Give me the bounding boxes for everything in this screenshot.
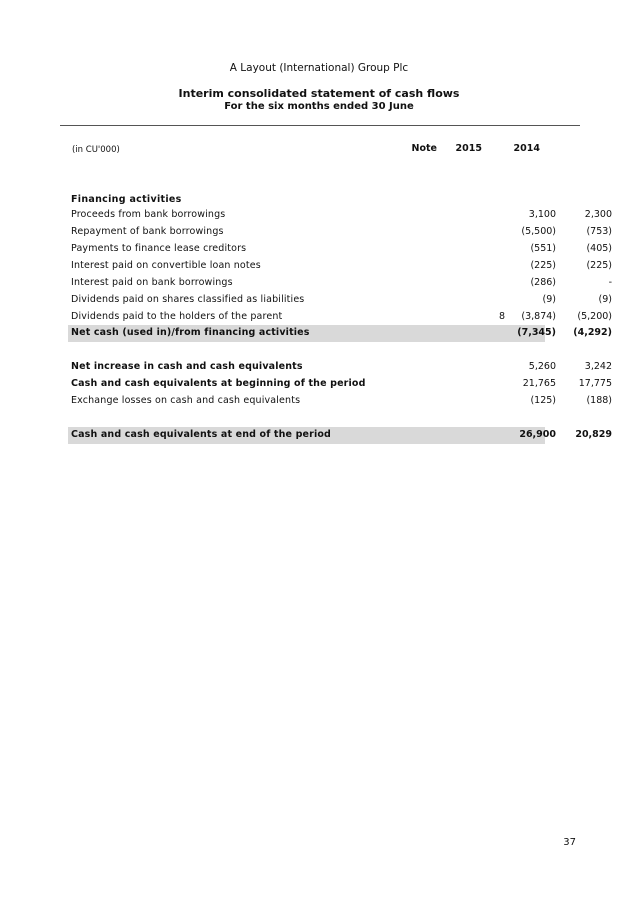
page-number: 37 <box>563 837 576 848</box>
table-row <box>68 241 612 258</box>
row-label: Proceeds from bank borrowings <box>71 209 226 220</box>
statement-title: Interim consolidated statement of cash flows <box>178 87 460 100</box>
table-row <box>68 207 612 224</box>
value-2015: (551) <box>530 243 556 254</box>
row-label: Net cash (used in)/from financing activities <box>71 327 310 338</box>
unit-label: (in CU'000) <box>72 145 120 155</box>
row-note: 8 <box>498 311 505 322</box>
value-2015: (225) <box>530 260 556 271</box>
value-2015: 21,765 <box>522 378 556 389</box>
table-row <box>68 393 612 410</box>
value-2014: 20,829 <box>575 429 612 440</box>
table-row <box>68 359 612 376</box>
value-2015: (7,345) <box>517 327 556 338</box>
row-label: Dividends paid on shares classified as liabilities <box>71 294 305 305</box>
value-2014: 2,300 <box>584 209 612 220</box>
value-2014: (405) <box>586 243 612 254</box>
table-row <box>68 224 612 241</box>
value-2015: 5,260 <box>528 361 556 372</box>
value-2015: (125) <box>530 395 556 406</box>
year-2014-header: 2014 <box>513 143 540 154</box>
header-rule <box>60 125 580 126</box>
company-name: A Layout (International) Group Plc <box>229 62 409 74</box>
value-2015: (3,874) <box>521 311 556 322</box>
table-row <box>68 376 612 393</box>
value-2015: (286) <box>530 277 556 288</box>
value-2014: 3,242 <box>584 361 612 372</box>
table-row <box>68 292 612 309</box>
section-title: Financing activities <box>71 194 182 205</box>
value-2014: (188) <box>586 395 612 406</box>
value-2015: 3,100 <box>528 209 556 220</box>
value-2014: 17,775 <box>578 378 612 389</box>
row-label: Repayment of bank borrowings <box>71 226 224 237</box>
statement-subtitle: For the six months ended 30 June <box>224 101 414 112</box>
value-2014: (225) <box>586 260 612 271</box>
closing-cash-row <box>68 427 612 444</box>
value-2014: (4,292) <box>573 327 612 338</box>
row-label: Interest paid on convertible loan notes <box>71 260 261 271</box>
row-label: Cash and cash equivalents at beginning of the period <box>71 378 366 389</box>
value-2014: (5,200) <box>577 311 612 322</box>
row-label: Payments to finance lease creditors <box>71 243 247 254</box>
note-column-header: Note <box>411 143 437 154</box>
row-label: Exchange losses on cash and cash equivalents <box>71 395 301 406</box>
value-2014: - <box>608 277 612 288</box>
row-label: Cash and cash equivalents at end of the period <box>71 429 331 440</box>
value-2015: (5,500) <box>521 226 556 237</box>
row-label: Net increase in cash and cash equivalents <box>71 361 303 372</box>
value-2014: (9) <box>598 294 612 305</box>
table-row <box>68 258 612 275</box>
table-row <box>68 275 612 292</box>
table-row <box>68 309 612 326</box>
net-financing-row <box>68 325 612 342</box>
value-2014: (753) <box>586 226 612 237</box>
year-2015-header: 2015 <box>455 143 482 154</box>
row-label: Interest paid on bank borrowings <box>71 277 233 288</box>
row-label: Dividends paid to the holders of the parent <box>71 311 283 322</box>
value-2015: (9) <box>542 294 556 305</box>
value-2015: 26,900 <box>519 429 556 440</box>
